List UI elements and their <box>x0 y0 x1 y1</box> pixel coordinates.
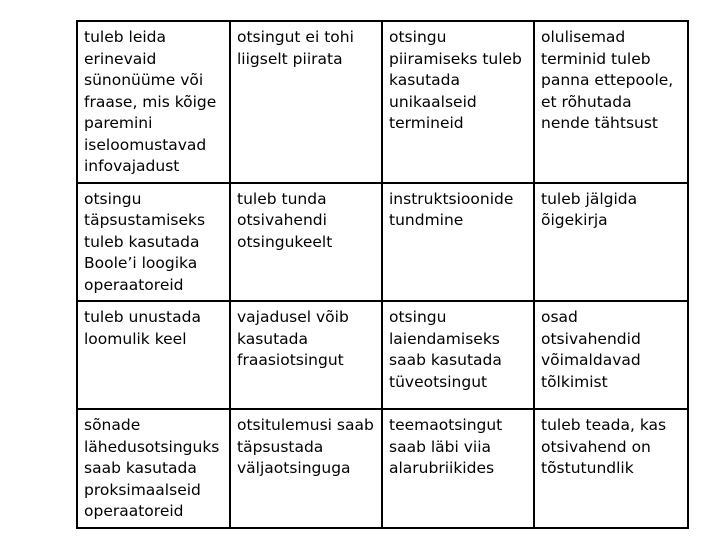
tips-table <box>76 20 689 529</box>
table-cell: sõnade lähedusotsinguks saab kasutada proksimaalseid operaatoreid <box>77 409 230 528</box>
table-cell: tuleb teada, kas otsivahend on tõstutundlik <box>534 409 688 528</box>
table-row <box>77 183 688 302</box>
table-row <box>77 301 688 409</box>
table-cell: vajadusel võib kasutada fraasiotsingut <box>230 301 382 409</box>
table-cell: instruktsioonide tundmine <box>382 183 534 302</box>
table-cell: otsingu laiendamiseks saab kasutada tüveotsingut <box>382 301 534 409</box>
table-cell: otsitulemusi saab täpsustada väljaotsinguga <box>230 409 382 528</box>
table-cell: tuleb jälgida õigekirja <box>534 183 688 302</box>
table-row <box>77 409 688 528</box>
table-cell: osad otsivahendid võimaldavad tõlkimist <box>534 301 688 409</box>
table-cell: otsingu täpsustamiseks tuleb kasutada Boole’i loogika operaatoreid <box>77 183 230 302</box>
table-row <box>77 21 688 183</box>
table-cell: otsingut ei tohi liigselt piirata <box>230 21 382 183</box>
table-cell: olulisemad terminid tuleb panna ettepoole, et rõhutada nende tähtsust <box>534 21 688 183</box>
table-cell: teemaotsingut saab läbi viia alarubriikides <box>382 409 534 528</box>
table-cell: otsingu piiramiseks tuleb kasutada unikaalseid termineid <box>382 21 534 183</box>
table-cell: tuleb tunda otsivahendi otsingukeelt <box>230 183 382 302</box>
table-cell: tuleb leida erinevaid sünonüüme või fraase, mis kõige paremini iseloomustavad infovajadust <box>77 21 230 183</box>
table-cell: tuleb unustada loomulik keel <box>77 301 230 409</box>
